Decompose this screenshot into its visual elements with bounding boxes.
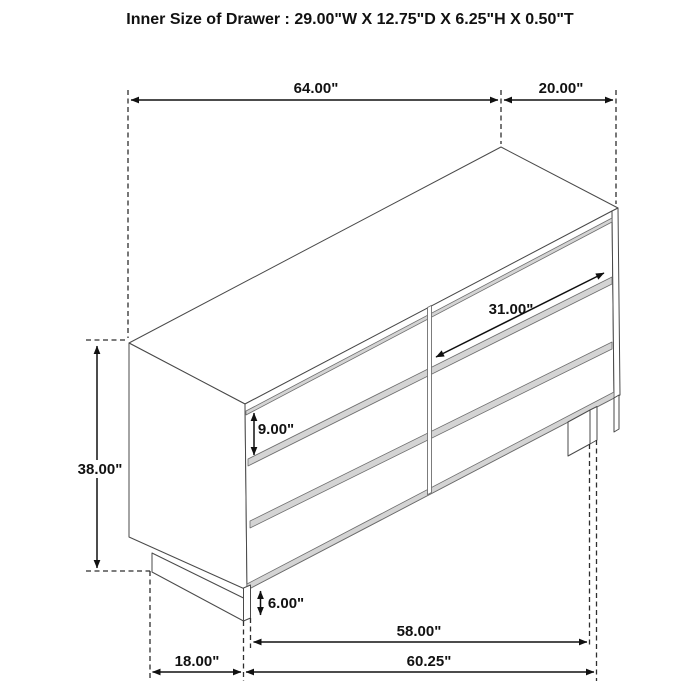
- dim-label-overall-height: 38.00": [77, 461, 123, 478]
- drawer-center-divider: [428, 305, 432, 494]
- dim-label-top-width: 64.00": [293, 80, 339, 97]
- back-right-leg: [614, 395, 619, 432]
- dim-label-base-width-inner: 58.00": [396, 623, 442, 640]
- diagram-title: Inner Size of Drawer : 29.00"W X 12.75"D X 6.25"H X 0.50"T: [126, 11, 574, 28]
- dim-label-leg-height: 6.00": [267, 595, 305, 612]
- dresser-drawing: [129, 147, 620, 621]
- dim-label-base-depth: 18.00": [174, 653, 220, 670]
- front-left-leg: [244, 585, 251, 621]
- dim-label-drawer-width: 31.00": [488, 301, 534, 318]
- dim-label-top-depth: 20.00": [538, 80, 584, 97]
- dresser-right-edge: [612, 208, 620, 398]
- dim-label-base-width-outer: 60.25": [406, 653, 452, 670]
- dim-label-drawer-height: 9.00": [257, 421, 295, 438]
- front-right-leg-side: [590, 407, 597, 445]
